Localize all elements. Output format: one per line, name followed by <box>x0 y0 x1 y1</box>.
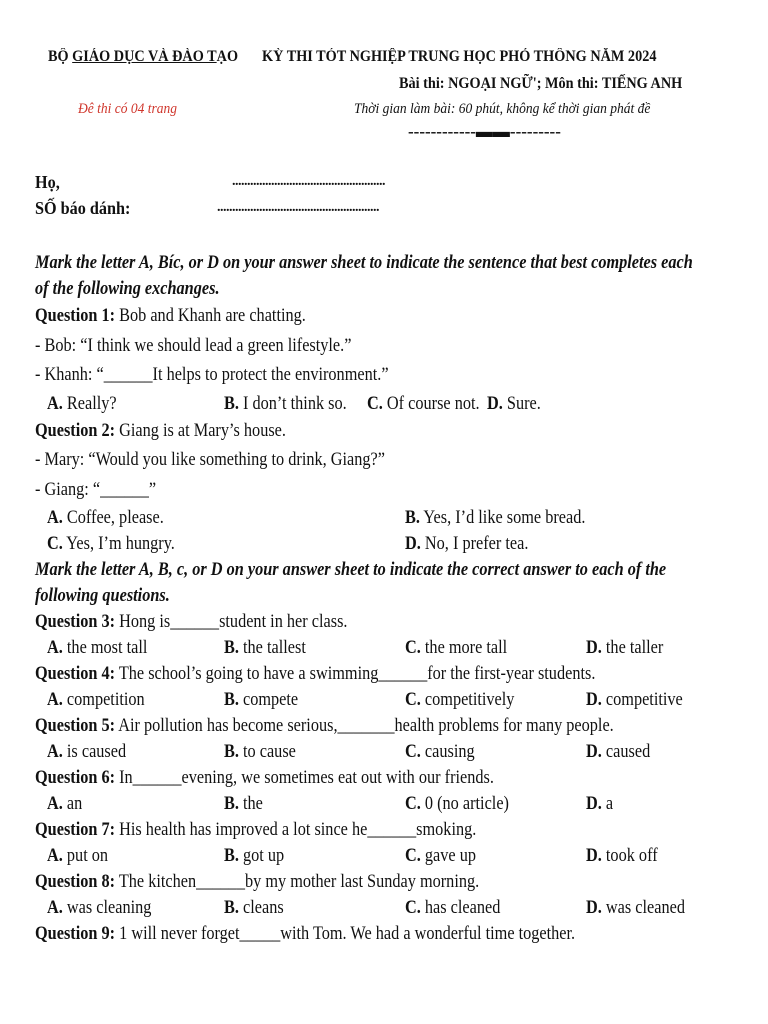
id-dots: ...................................................... <box>217 200 379 215</box>
question-9: Question 9: 1 will never forget_____with Tom. We had a wonderful time together. <box>35 924 576 944</box>
options-row <box>35 843 735 869</box>
options-row <box>35 739 735 765</box>
question-5: Question 5: Air pollution has become serious,_______health problems for many people. <box>35 716 614 736</box>
question-stem: Bob and Khanh are chatting. <box>115 306 306 326</box>
dialogue-line: - Khanh: “______It helps to protect the environment.” <box>35 365 389 385</box>
option-c[interactable]: C. Yes, I’m hungry. <box>47 534 175 554</box>
option-a[interactable]: A. Really? <box>47 393 117 414</box>
dialogue-line: - Mary: “Would you like something to drink, Giang?” <box>35 450 386 470</box>
option-d[interactable]: D. competitive <box>586 690 683 710</box>
id-label: SỐ báo dánh: <box>35 198 131 218</box>
options-row <box>35 791 735 817</box>
question-label: Question 1: <box>35 306 116 326</box>
page-count-note: Đê thi có 04 trang <box>78 101 177 117</box>
section1-instruction-cont: of the following exchanges. <box>35 279 220 299</box>
option-c[interactable]: C. causing <box>405 742 475 762</box>
option-c[interactable]: C. Of course not. <box>367 393 480 414</box>
question-1 <box>35 302 735 332</box>
exam-title: KỲ THI TÓT NGHIỆP TRUNG HỌC PHỎ THÔNG NĂM 2024 <box>262 48 657 65</box>
header-divider: ------------▬▬--------- <box>408 122 561 141</box>
name-dots: ................................................... <box>232 174 385 189</box>
question-3: Question 3: Hong is______student in her class. <box>35 612 348 632</box>
options-row <box>35 391 735 417</box>
question-2 <box>35 417 735 447</box>
option-a[interactable]: A. was cleaning <box>47 898 152 918</box>
option-a[interactable]: A. put on <box>47 846 109 866</box>
option-d[interactable]: D. the taller <box>586 638 664 658</box>
option-b[interactable]: B. cleans <box>224 898 284 918</box>
option-a[interactable]: A. an <box>47 794 83 814</box>
section2-instruction: Mark the letter A, B, c, or D on your answer sheet to indicate the correct answer to each of the <box>35 560 667 580</box>
option-d[interactable]: D. took off <box>586 846 658 866</box>
option-b[interactable]: B. I don’t think so. <box>224 393 347 414</box>
dialogue-line: - Giang: “______” <box>35 479 157 500</box>
option-a[interactable]: A. is caused <box>47 742 127 762</box>
question-4: Question 4: The school’s going to have a swimming______for the first-year students. <box>35 664 596 684</box>
question-6: Question 6: In______evening, we sometimes eat out with our friends. <box>35 768 494 788</box>
options-row <box>35 505 735 531</box>
option-c[interactable]: C. competitively <box>405 690 515 710</box>
subject-line: Bài thi: NGOẠI NGỮ'; Môn thi: TIẾNG ANH <box>399 75 683 92</box>
options-row <box>35 687 735 713</box>
option-d[interactable]: D. caused <box>586 742 651 762</box>
time-note: Thời gian làm bài: 60 phút, không kể thời gian phát đề <box>354 101 651 117</box>
ministry-name <box>48 48 238 66</box>
option-c[interactable]: C. gave up <box>405 846 477 866</box>
option-b[interactable]: B. the tallest <box>224 638 306 658</box>
question-label: Question 2: <box>35 420 116 441</box>
option-a[interactable]: A. competition <box>47 690 145 710</box>
options-row <box>35 895 735 921</box>
option-b[interactable]: B. to cause <box>224 742 296 762</box>
question-7: Question 7: His health has improved a lot since he______smoking. <box>35 820 477 840</box>
option-c[interactable]: C. 0 (no article) <box>405 794 509 814</box>
option-d[interactable]: D. Sure. <box>487 393 541 414</box>
name-label: Họ, <box>35 172 60 192</box>
option-b[interactable]: B. Yes, I’d like some bread. <box>405 508 586 528</box>
question-8: Question 8: The kitchen______by my mother last Sunday morning. <box>35 872 480 892</box>
option-d[interactable]: D. No, I prefer tea. <box>405 534 529 554</box>
option-d[interactable]: D. was cleaned <box>586 898 686 918</box>
dialogue-line: - Bob: “I think we should lead a green lifestyle.” <box>35 335 352 356</box>
option-c[interactable]: C. has cleaned <box>405 898 501 918</box>
section2-instruction-cont: following questions. <box>35 586 170 606</box>
section1-instruction: Mark the letter A, Bíc, or D on your answer sheet to indicate the sentence that best completes each <box>35 253 693 273</box>
option-d[interactable]: D. a <box>586 794 614 814</box>
option-b[interactable]: B. the <box>224 794 263 814</box>
exam-body <box>35 250 735 947</box>
option-b[interactable]: B. compete <box>224 690 299 710</box>
ministry-suffix: ẠO <box>216 48 239 65</box>
options-row <box>35 531 735 557</box>
ministry-prefix: BỘ <box>48 48 73 65</box>
option-a[interactable]: A. Coffee, please. <box>47 508 164 528</box>
option-c[interactable]: C. the more tall <box>405 638 508 658</box>
option-b[interactable]: B. got up <box>224 846 285 866</box>
ministry-underlined: GIÁO DỤC VÀ ĐÀO T <box>72 48 217 65</box>
options-row <box>35 635 735 661</box>
question-stem: Giang is at Mary’s house. <box>115 420 286 441</box>
option-a[interactable]: A. the most tall <box>47 638 148 658</box>
